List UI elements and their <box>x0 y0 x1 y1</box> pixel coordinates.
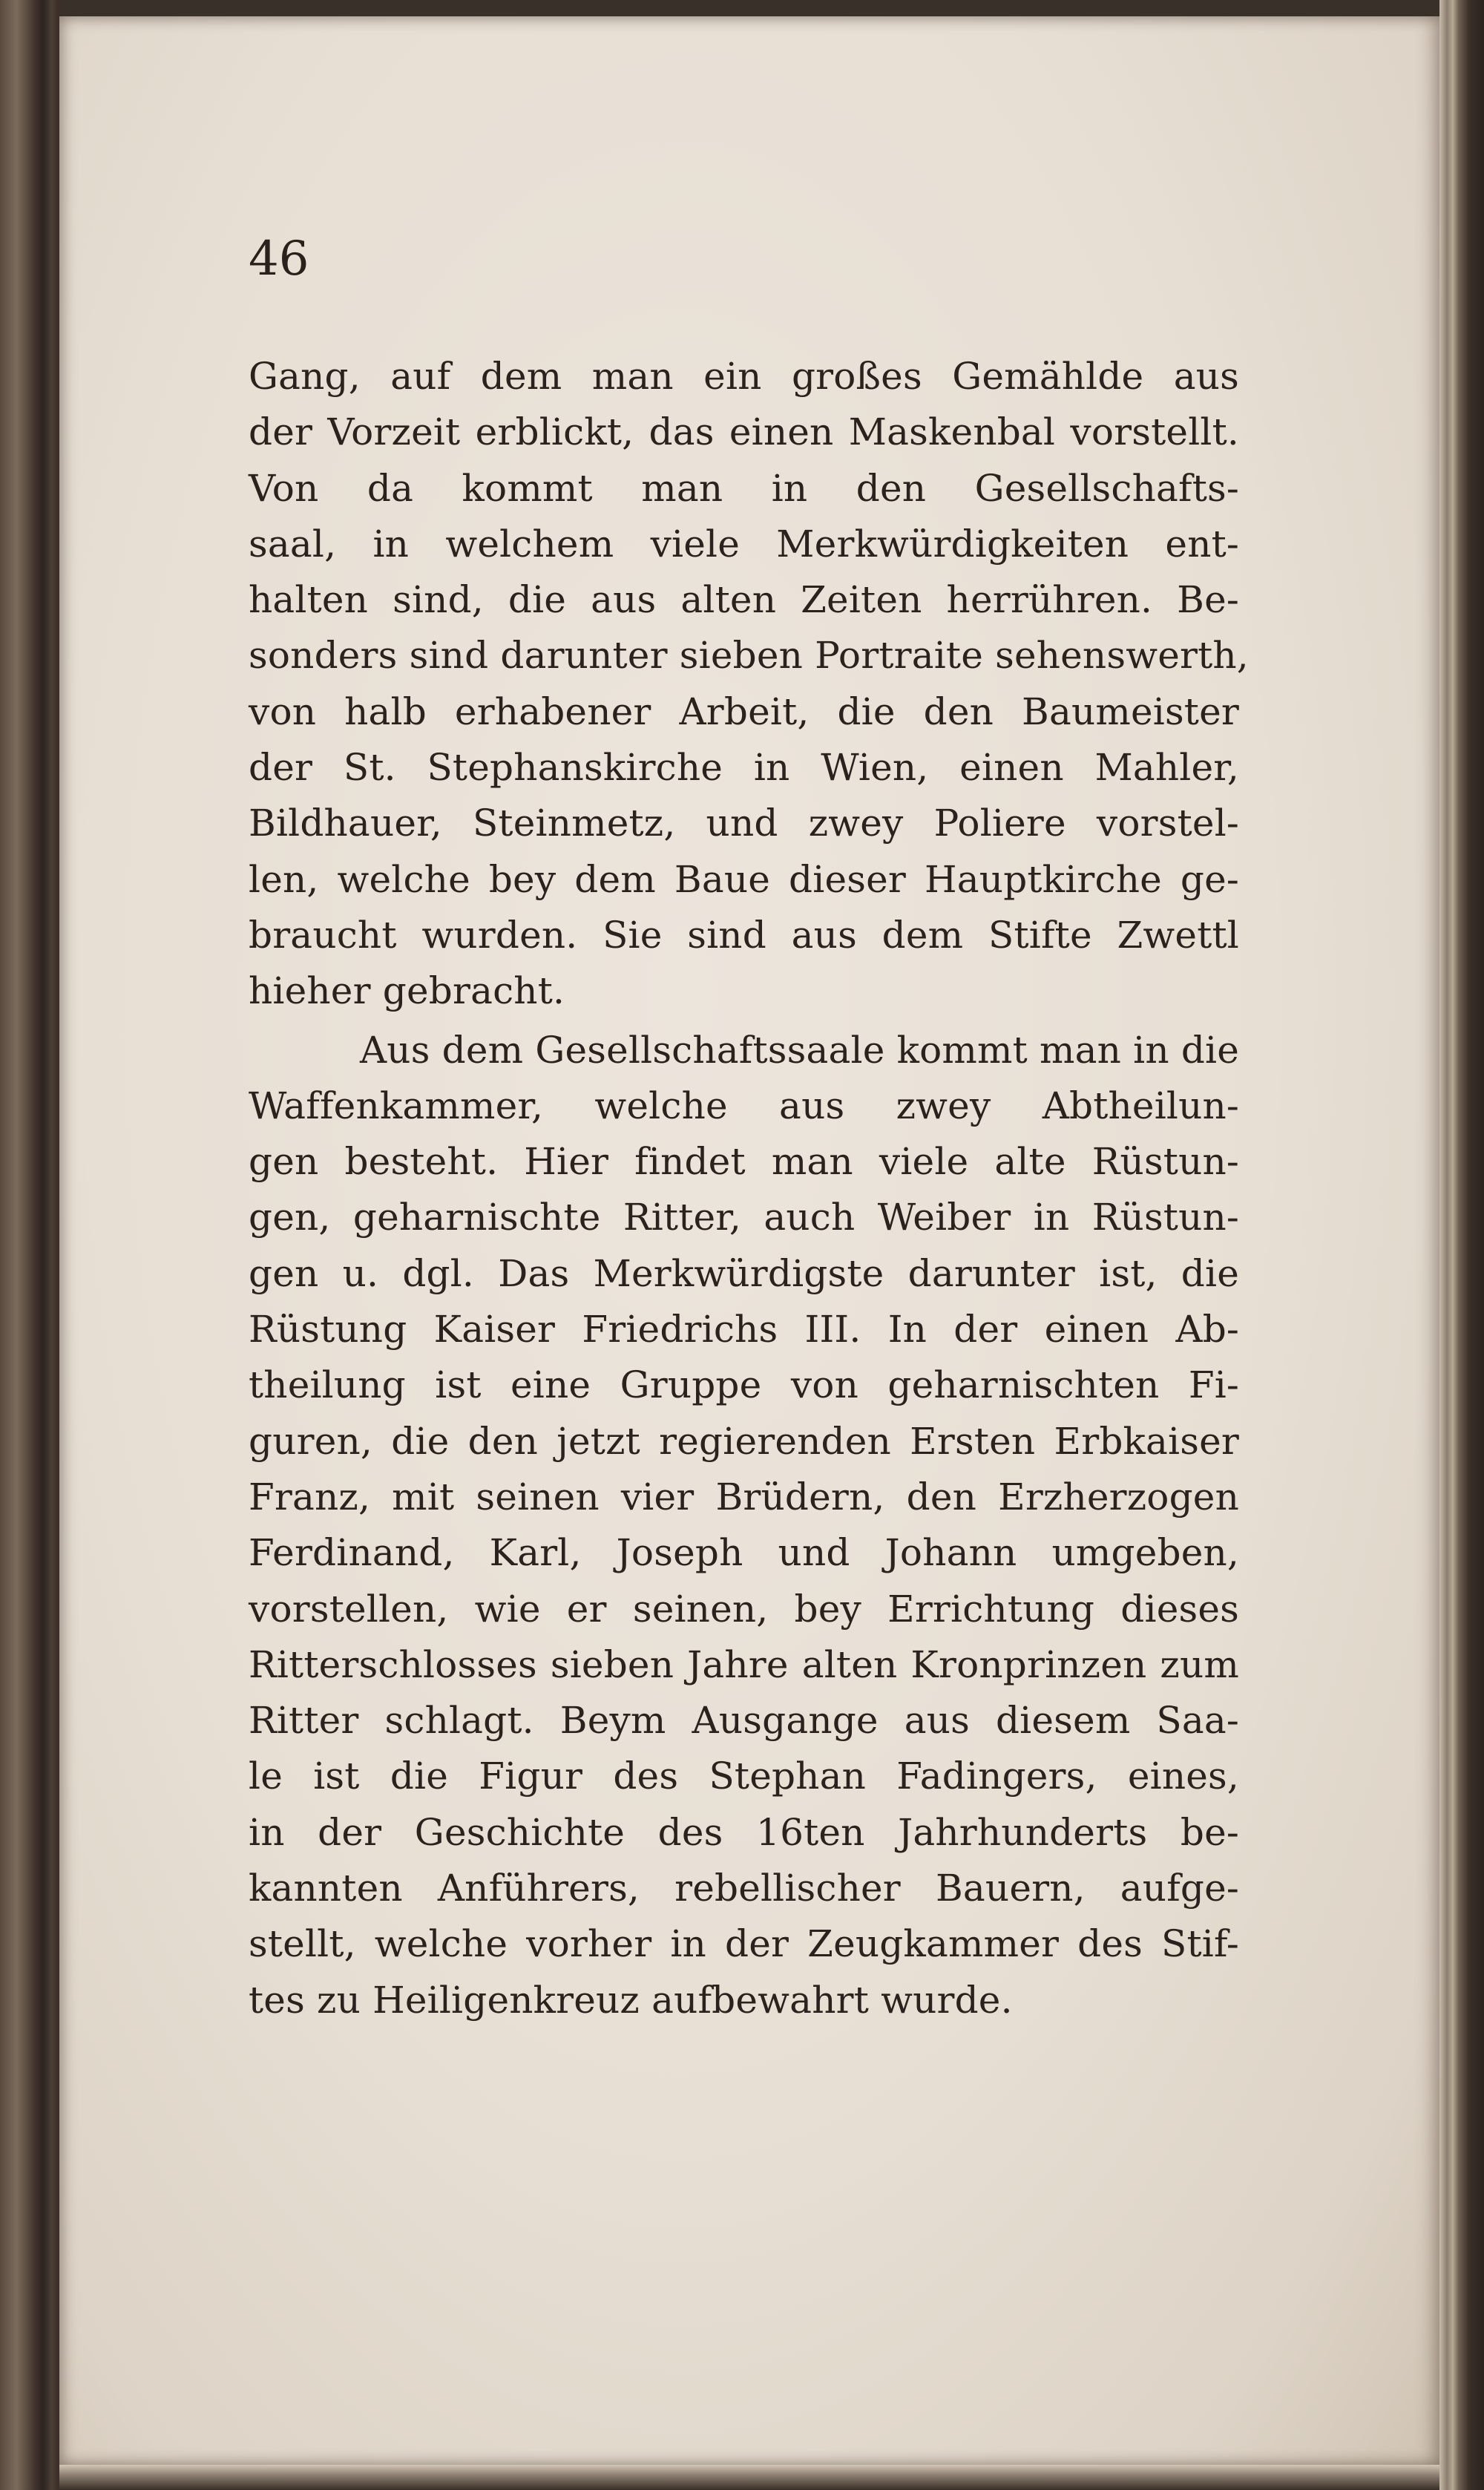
text-line: Ferdinand, Karl, Joseph und Johann umgeben, <box>249 1531 1239 1575</box>
paragraph-1 <box>249 349 1249 1020</box>
text-line: kannten Anführers, rebellischer Bauern, aufge- <box>249 1867 1239 1910</box>
page-number: 46 <box>249 232 309 286</box>
text-line: sonders sind darunter sieben Portraite sehenswerth, <box>249 634 1249 678</box>
text-line: Waffenkammer, welche aus zwey Abtheilun- <box>249 1084 1239 1127</box>
text-line: gen besteht. Hier findet man viele alte Rüstun- <box>249 1140 1239 1184</box>
text-line: le ist die Figur des Stephan Fadingers, eines, <box>249 1755 1239 1798</box>
text-line: Ritterschlosses sieben Jahre alten Kronprinzen zum <box>249 1642 1239 1686</box>
text-line: der Vorzeit erblickt, das einen Maskenbal vorstellt. <box>249 410 1239 454</box>
text-line: Bildhauer, Steinmetz, und zwey Poliere vorstel- <box>249 802 1239 845</box>
text-line: guren, die den jetzt regierenden Ersten Erbkaiser <box>249 1419 1239 1463</box>
text-line: in der Geschichte des 16ten Jahrhunderts be- <box>249 1810 1239 1854</box>
text-line: vorstellen, wie er seinen, bey Errichtung dieses <box>249 1587 1239 1631</box>
body-text <box>249 349 1249 2028</box>
text-line: theilung ist eine Gruppe von geharnischten Fi- <box>249 1363 1239 1407</box>
text-line: der St. Stephanskirche in Wien, einen Mahler, <box>249 746 1239 790</box>
text-line: stellt, welche vorher in der Zeugkammer des Stif- <box>249 1922 1239 1966</box>
page-edge-right <box>1439 0 1484 2490</box>
page-edge-bottom <box>59 2465 1439 2490</box>
text-line: gen u. dgl. Das Merkwürdigste darunter ist, die <box>249 1251 1239 1295</box>
text-line: Franz, mit seinen vier Brüdern, den Erzherzogen <box>249 1475 1239 1518</box>
text-line: Aus dem Gesellschaftssaale kommt man in die <box>360 1028 1240 1072</box>
text-line: Gang, auf dem man ein großes Gemählde aus <box>249 355 1239 398</box>
text-line: tes zu Heiligenkreuz aufbewahrt wurde. <box>249 1978 1013 2022</box>
text-line: Von da kommt man in den Gesellschafts- <box>249 466 1239 510</box>
paragraph-2 <box>249 1023 1239 2028</box>
text-line: len, welche bey dem Baue dieser Hauptkirche ge- <box>249 857 1239 901</box>
text-line: saal, in welchem viele Merkwürdigkeiten ent- <box>249 522 1239 566</box>
text-line: Rüstung Kaiser Friedrichs III. In der einen Ab- <box>249 1308 1239 1352</box>
text-line: gen, geharnischte Ritter, auch Weiber in Rüstun- <box>249 1196 1239 1239</box>
text-line: hieher gebracht. <box>249 969 565 1013</box>
text-line: halten sind, die aus alten Zeiten herrühren. Be- <box>249 578 1239 622</box>
text-line: von halb erhabener Arbeit, die den Baumeister <box>249 689 1239 733</box>
text-line: Ritter schlagt. Beym Ausgange aus diesem Saa- <box>249 1699 1239 1743</box>
text-line: braucht wurden. Sie sind aus dem Stifte Zwettl <box>249 913 1239 957</box>
